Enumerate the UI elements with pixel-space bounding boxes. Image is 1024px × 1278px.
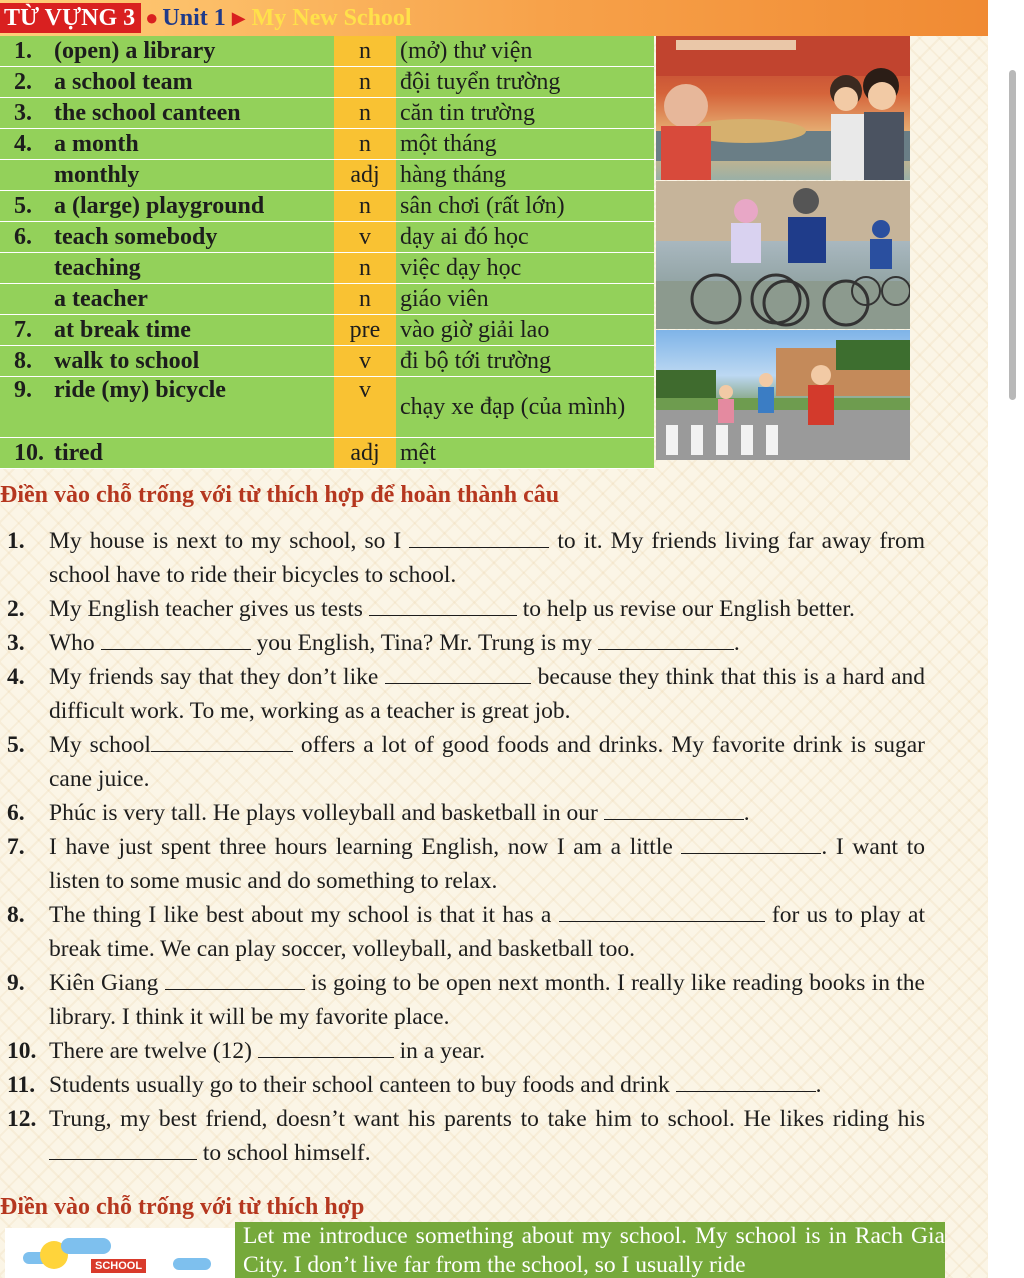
answer-blank[interactable] xyxy=(369,593,517,616)
vocab-vietnamese: giáo viên xyxy=(396,284,654,315)
vocab-row xyxy=(0,160,654,191)
vocab-english xyxy=(0,377,334,438)
vocab-term: ride (my) bicycle xyxy=(54,377,226,403)
answer-blank[interactable] xyxy=(676,1069,816,1092)
exercise-text: My English teacher gives us tests xyxy=(49,596,369,622)
vocab-english xyxy=(0,36,334,67)
vocab-english xyxy=(0,284,334,315)
exercise-number: 12. xyxy=(7,1106,37,1132)
vocab-vietnamese: đội tuyển trường xyxy=(396,67,654,98)
exercise-item xyxy=(0,592,925,626)
bicycle-photo xyxy=(656,181,910,329)
vocab-term: teach somebody xyxy=(54,223,218,250)
answer-blank[interactable] xyxy=(49,1137,197,1160)
vocab-english xyxy=(0,346,334,377)
vocab-english xyxy=(0,98,334,129)
exercise-section-title: Điền vào chỗ trống với từ thích hợp để hoàn thành câu xyxy=(0,482,560,508)
vocab-term: tired xyxy=(54,439,103,466)
answer-blank[interactable] xyxy=(165,967,305,990)
answer-blank[interactable] xyxy=(559,899,765,922)
vocab-row xyxy=(0,438,654,469)
vocab-part-of-speech: n xyxy=(334,284,396,315)
vocab-row xyxy=(0,315,654,346)
exercise-number: 3. xyxy=(7,630,25,656)
exercise-number: 6. xyxy=(7,800,25,826)
exercise-text: Trung, my best friend, doesn’t want his parents to take him to school. He likes riding his xyxy=(49,1106,925,1132)
vocab-part-of-speech: n xyxy=(334,253,396,284)
vocab-row xyxy=(0,36,654,67)
exercise-item xyxy=(0,626,925,660)
vocab-part-of-speech: n xyxy=(334,129,396,160)
answer-blank[interactable] xyxy=(151,729,293,752)
vocab-row xyxy=(0,129,654,160)
vocab-row xyxy=(0,222,654,253)
vocab-number: 10. xyxy=(14,439,44,466)
answer-blank[interactable] xyxy=(101,627,251,650)
vocab-english xyxy=(0,222,334,253)
vocab-row xyxy=(0,67,654,98)
vocab-term: the school canteen xyxy=(54,99,241,126)
vocab-english xyxy=(0,315,334,346)
vocab-vietnamese: một tháng xyxy=(396,129,654,160)
exercise-number: 7. xyxy=(7,834,25,860)
reading-passage: Let me introduce something about my school. My school is in Rach Gia City. I don’t live far from the school, so I usually ride xyxy=(235,1222,945,1278)
vocab-vietnamese: sân chơi (rất lớn) xyxy=(396,191,654,222)
cloud-icon xyxy=(61,1238,111,1254)
answer-blank[interactable] xyxy=(598,627,734,650)
bullet-icon: ● xyxy=(145,5,159,30)
lesson-title: My New School xyxy=(251,4,412,31)
vocab-term: at break time xyxy=(54,316,191,343)
vocab-number: 6. xyxy=(14,223,32,250)
exercise-item xyxy=(0,898,925,966)
vocab-row xyxy=(0,346,654,377)
exercise-number: 11. xyxy=(7,1072,36,1098)
exercise-text: to school himself. xyxy=(197,1140,371,1166)
exercise-text: to it. My friends living far away from school have to ride their bicycles to school. xyxy=(49,528,925,588)
exercise-number: 9. xyxy=(7,970,25,996)
vocab-part-of-speech: n xyxy=(334,67,396,98)
answer-blank[interactable] xyxy=(385,661,531,684)
vocab-number: 4. xyxy=(14,130,32,157)
arrow-right-icon: ▶ xyxy=(231,7,246,28)
vocab-row xyxy=(0,377,654,438)
vocab-term: a teacher xyxy=(54,285,148,312)
exercise-item xyxy=(0,1068,925,1102)
exercise-text: because they think that this is a hard and difficult work. To me, working as a teacher is great job. xyxy=(49,664,925,724)
vocab-vietnamese: (mở) thư viện xyxy=(396,36,654,67)
passage-section-title: Điền vào chỗ trống với từ thích hợp xyxy=(0,1194,365,1220)
vocabulary-table xyxy=(0,36,654,469)
exercise-number: 5. xyxy=(7,732,25,758)
vocab-row xyxy=(0,284,654,315)
vocab-vietnamese: hàng tháng xyxy=(396,160,654,191)
exercise-item xyxy=(0,660,925,728)
vocab-row xyxy=(0,191,654,222)
vocab-row xyxy=(0,98,654,129)
vocab-term: walk to school xyxy=(54,347,200,374)
vocab-part-of-speech: n xyxy=(334,98,396,129)
vocab-number: 1. xyxy=(14,37,32,64)
canteen-photo xyxy=(656,36,910,180)
answer-blank[interactable] xyxy=(409,525,549,548)
exercise-text: you English, Tina? Mr. Trung is my xyxy=(250,630,598,656)
vocab-number: 7. xyxy=(14,316,32,343)
vocab-number: 9. xyxy=(14,377,32,403)
vocab-english xyxy=(0,438,334,469)
vocab-vietnamese: căn tin trường xyxy=(396,98,654,129)
vocab-vietnamese: dạy ai đó học xyxy=(396,222,654,253)
exercise-text: Phúc is very tall. He plays volleyball and basketball in our xyxy=(49,800,604,826)
walking-to-school-photo xyxy=(656,330,910,460)
vocab-part-of-speech: adj xyxy=(334,160,396,191)
vocab-part-of-speech: n xyxy=(334,36,396,67)
vocab-number: 3. xyxy=(14,99,32,126)
answer-blank[interactable] xyxy=(258,1035,394,1058)
vocab-english xyxy=(0,129,334,160)
exercise-item xyxy=(0,1102,925,1170)
vocab-english xyxy=(0,191,334,222)
exercise-item xyxy=(0,728,925,796)
vocab-vietnamese: việc dạy học xyxy=(396,253,654,284)
exercise-item xyxy=(0,1034,925,1068)
exercise-number: 4. xyxy=(7,664,25,690)
exercise-text: The thing I like best about my school is that it has a xyxy=(49,902,559,928)
header-title xyxy=(0,2,412,34)
exercise-text: Who xyxy=(49,630,101,656)
vocab-row xyxy=(0,253,654,284)
exercise-text: for us to play at break time. We can play soccer, volleyball, and basketball too. xyxy=(49,902,925,962)
exercise-text: Kiên Giang xyxy=(49,970,165,996)
exercise-text: . xyxy=(815,1072,822,1098)
vocab-badge: TỪ VỰNG 3 xyxy=(0,3,141,33)
vocab-term: monthly xyxy=(54,161,140,188)
vocab-english xyxy=(0,67,334,98)
vocab-part-of-speech: pre xyxy=(334,315,396,346)
cloud-icon xyxy=(173,1258,211,1270)
right-margin xyxy=(988,0,1024,1278)
exercise-number: 2. xyxy=(7,596,25,622)
exercise-text: I have just spent three hours learning English, now I am a little xyxy=(49,834,682,860)
exercise-list xyxy=(0,524,925,1170)
exercise-item xyxy=(0,966,925,1034)
vocab-english xyxy=(0,253,334,284)
school-illustration xyxy=(5,1228,235,1278)
vocab-vietnamese: vào giờ giải lao xyxy=(396,315,654,346)
exercise-text: is going to be open next month. I really like reading books in the library. I think it will be my favorite place. xyxy=(49,970,925,1030)
vocab-term: a school team xyxy=(54,68,193,95)
vocab-part-of-speech: v xyxy=(334,377,396,438)
exercise-text: . xyxy=(733,630,740,656)
vocab-term: (open) a library xyxy=(54,37,216,64)
exercise-text: There are twelve (12) xyxy=(49,1038,258,1064)
exercise-item xyxy=(0,830,925,898)
vocab-part-of-speech: v xyxy=(334,346,396,377)
exercise-text: to help us revise our English better. xyxy=(516,596,855,622)
exercise-number: 8. xyxy=(7,902,25,928)
answer-blank[interactable] xyxy=(604,797,744,820)
vocab-vietnamese: đi bộ tới trường xyxy=(396,346,654,377)
exercise-text: . I want to listen to some music and do something to relax. xyxy=(49,834,925,894)
vocab-part-of-speech: n xyxy=(334,191,396,222)
exercise-text: My friends say that they don’t like xyxy=(49,664,385,690)
school-sign: SCHOOL xyxy=(91,1259,146,1273)
answer-blank[interactable] xyxy=(681,831,821,854)
vocab-number: 8. xyxy=(14,347,32,374)
vocab-term: a month xyxy=(54,130,139,157)
vocab-vietnamese: chạy xe đạp (của mình) xyxy=(396,377,654,438)
vocab-part-of-speech: v xyxy=(334,222,396,253)
vertical-scrollbar[interactable] xyxy=(1009,70,1016,400)
exercise-item xyxy=(0,524,925,592)
exercise-text: . xyxy=(743,800,750,826)
vocab-term: a (large) playground xyxy=(54,192,265,219)
exercise-item xyxy=(0,796,925,830)
exercise-text: in a year. xyxy=(393,1038,486,1064)
vocab-english xyxy=(0,160,334,191)
exercise-text: My school xyxy=(49,732,151,758)
exercise-number: 10. xyxy=(7,1038,37,1064)
vocab-term: teaching xyxy=(54,254,141,281)
unit-label: Unit 1 xyxy=(162,4,226,31)
vocab-part-of-speech: adj xyxy=(334,438,396,469)
exercise-text: Students usually go to their school canteen to buy foods and drink xyxy=(49,1072,676,1098)
exercise-number: 1. xyxy=(7,528,25,554)
exercise-text: My house is next to my school, so I xyxy=(49,528,410,554)
exercise-text: offers a lot of good foods and drinks. My favorite drink is sugar cane juice. xyxy=(49,732,925,792)
vocab-number: 2. xyxy=(14,68,32,95)
vocab-vietnamese: mệt xyxy=(396,438,654,469)
vocab-number: 5. xyxy=(14,192,32,219)
